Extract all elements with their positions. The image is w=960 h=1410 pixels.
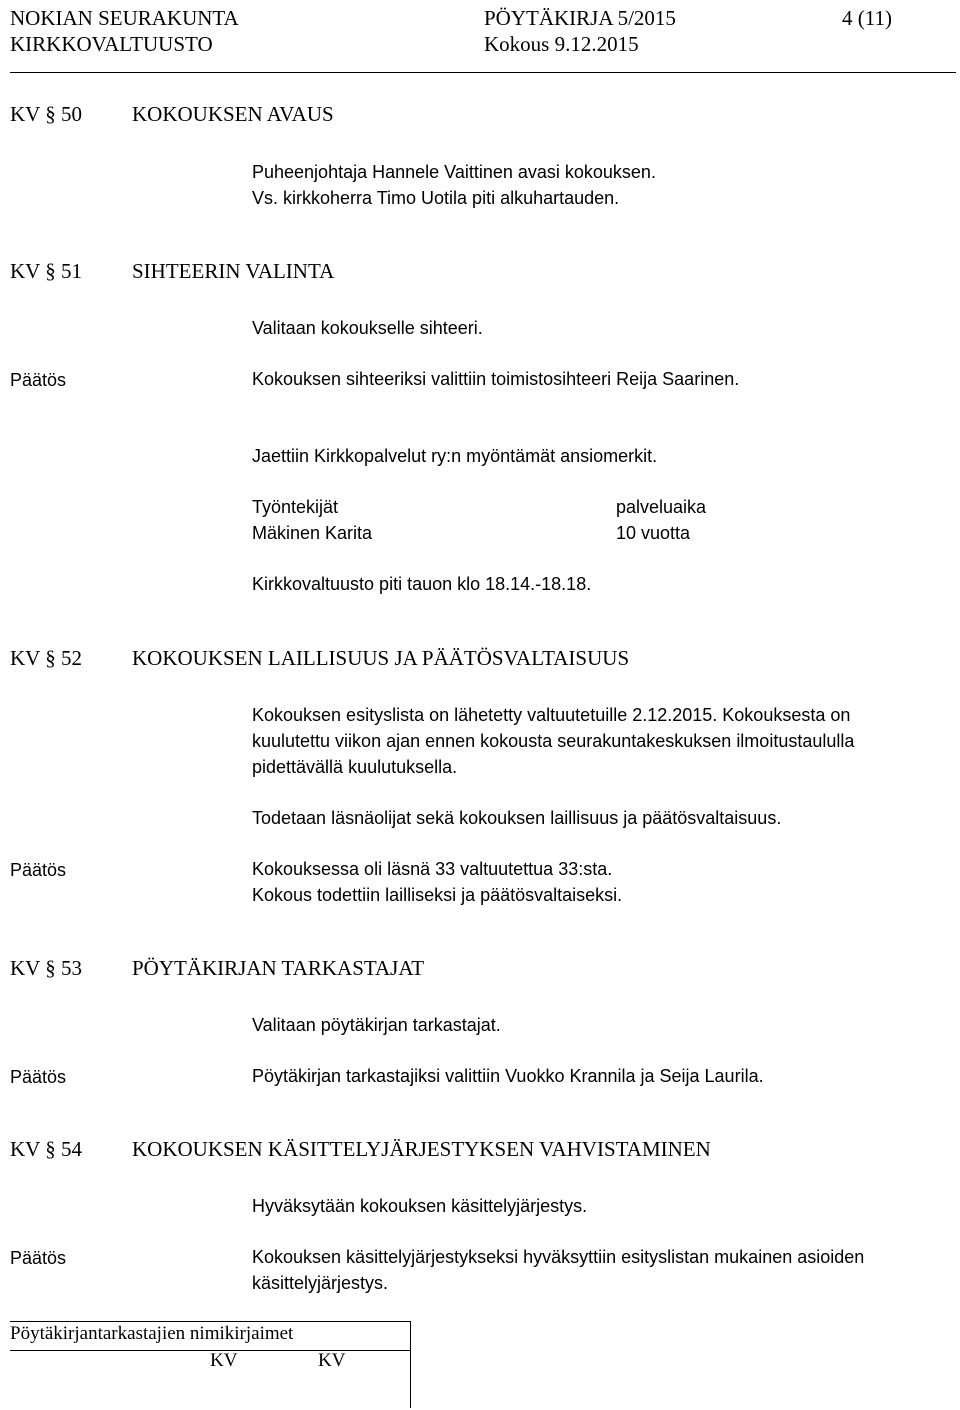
section-52-check: Todetaan läsnäolijat sekä kokouksen laillisuus ja päätösvaltaisuus. bbox=[252, 808, 782, 828]
awards-table-cell-years: 10 vuotta bbox=[616, 523, 691, 543]
initials-label: Pöytäkirjantarkastajien nimikirjaimet bbox=[10, 1323, 294, 1344]
section-number-54: KV § 54 bbox=[10, 1137, 82, 1161]
header-meeting-date: Kokous 9.12.2015 bbox=[484, 32, 639, 56]
section-52-decision-line-2: Kokous todettiin lailliseksi ja päätösvaltaiseksi. bbox=[252, 885, 623, 905]
header-body: KIRKKOVALTUUSTO bbox=[10, 32, 213, 56]
section-number-51: KV § 51 bbox=[10, 259, 82, 283]
section-title-53: PÖYTÄKIRJAN TARKASTAJAT bbox=[132, 956, 425, 980]
section-54-intro: Hyväksytään kokouksen käsittelyjärjestys. bbox=[252, 1196, 588, 1216]
section-title-50: KOKOUKSEN AVAUS bbox=[132, 102, 334, 126]
section-52-para-line-3: pidettävällä kuulutuksella. bbox=[252, 757, 458, 777]
section-title-51: SIHTEERIN VALINTA bbox=[132, 259, 335, 283]
initials-2: KV bbox=[318, 1350, 346, 1371]
awards-table-header-employee: Työntekijät bbox=[252, 497, 339, 517]
section-number-50: KV § 50 bbox=[10, 102, 82, 126]
section-title-54: KOKOUKSEN KÄSITTELYJÄRJESTYKSEN VAHVISTAMINEN bbox=[132, 1137, 711, 1161]
section-51-decision: Kokouksen sihteeriksi valittiin toimistosihteeri Reija Saarinen. bbox=[252, 369, 740, 389]
header-document-title: PÖYTÄKIRJA 5/2015 bbox=[484, 6, 676, 30]
section-54-decision-line-2: käsittelyjärjestys. bbox=[252, 1273, 389, 1293]
decision-label-51: Päätös bbox=[10, 370, 67, 390]
header-page-number: 4 (11) bbox=[842, 6, 892, 30]
section-title-52: KOKOUKSEN LAILLISUUS JA PÄÄTÖSVALTAISUUS bbox=[132, 646, 630, 670]
section-number-53: KV § 53 bbox=[10, 956, 82, 980]
initials-1: KV bbox=[210, 1350, 238, 1371]
section-54-decision-line-1: Kokouksen käsittelyjärjestykseksi hyväksyttiin esityslistan mukainen asioiden bbox=[252, 1247, 865, 1267]
awards-table-header-service-time: palveluaika bbox=[616, 497, 707, 517]
section-number-52: KV § 52 bbox=[10, 646, 82, 670]
decision-label-53: Päätös bbox=[10, 1067, 67, 1087]
section-52-para-line-1: Kokouksen esityslista on lähetetty valtuutetuille 2.12.2015. Kokouksesta on bbox=[252, 705, 851, 725]
section-51-intro: Valitaan kokoukselle sihteeri. bbox=[252, 318, 483, 338]
section-50-line-1: Puheenjohtaja Hannele Vaittinen avasi kokouksen. bbox=[252, 162, 656, 182]
section-52-decision-line-1: Kokouksessa oli läsnä 33 valtuutettua 33:sta. bbox=[252, 859, 613, 879]
section-51-note: Jaettiin Kirkkopalvelut ry:n myöntämät ansiomerkit. bbox=[252, 446, 658, 466]
section-53-decision: Pöytäkirjan tarkastajiksi valittiin Vuokko Krannila ja Seija Laurila. bbox=[252, 1066, 764, 1086]
section-50-line-2: Vs. kirkkoherra Timo Uotila piti alkuhartauden. bbox=[252, 188, 620, 208]
section-53-intro: Valitaan pöytäkirjan tarkastajat. bbox=[252, 1015, 501, 1035]
section-51-pause: Kirkkovaltuusto piti tauon klo 18.14.-18.18. bbox=[252, 574, 592, 594]
awards-table-cell-name: Mäkinen Karita bbox=[252, 523, 373, 543]
header-org: NOKIAN SEURAKUNTA bbox=[10, 6, 239, 30]
decision-label-52: Päätös bbox=[10, 860, 67, 880]
section-52-para-line-2: kuulutettu viikon ajan ennen kokousta seurakuntakeskuksen ilmoitustaululla bbox=[252, 731, 855, 751]
decision-label-54: Päätös bbox=[10, 1248, 67, 1268]
header-divider bbox=[10, 72, 956, 73]
